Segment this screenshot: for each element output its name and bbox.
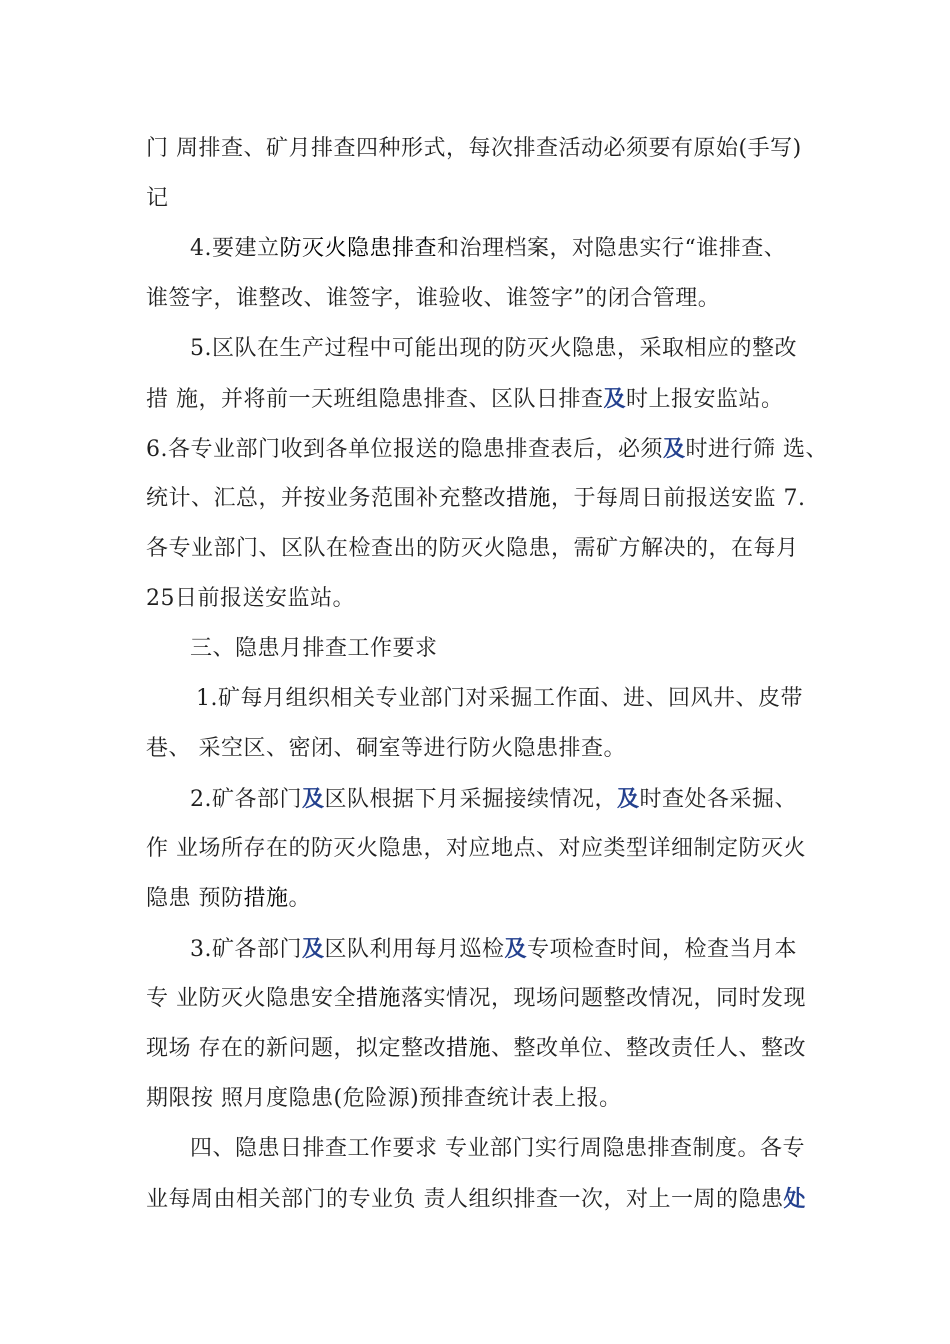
highlight-text: 及 [663, 436, 686, 462]
text-run: 、整改单位、整改责任人、整改 [491, 1036, 807, 1061]
text-run: 时查处各采掘、 [639, 787, 798, 812]
emphasis-text: 措施 [243, 886, 289, 911]
text-run: 隐患 预防 [146, 886, 244, 911]
paragraph-m2-line-1 [190, 784, 870, 815]
text-run: 时上报安监站。 [626, 387, 784, 412]
text-run: 各专业部门、区队在检查出的防灭火隐患，需矿方解决的，在每月 [146, 536, 799, 561]
text-run: 门 周排查、矿月排查四种形式，每次排查活动必须要有原始(手写) [146, 136, 802, 161]
emphasis-text: 防灭火隐患排查 [279, 236, 438, 261]
text-run: 时进行筛 选、 [685, 437, 829, 462]
text-run: 专 业防灭火隐患安全 [146, 986, 356, 1011]
text-line [146, 384, 826, 415]
text-line [146, 984, 826, 1014]
paragraph-5-line-1 [190, 334, 870, 364]
text-line [146, 834, 826, 864]
text-run: 区队根据下月采掘接续情况， [324, 787, 618, 812]
section-heading-4 [190, 1134, 870, 1164]
text-run: 谁签字，谁整改、谁签字，谁验收、谁签字”的闭合管理。 [146, 286, 721, 311]
highlight-text: 及 [302, 936, 325, 962]
text-run: 区队利用每月巡检 [324, 937, 505, 962]
highlight-text: 处 [783, 1186, 807, 1212]
text-line [146, 884, 826, 914]
text-line [146, 484, 826, 514]
highlight-text: 及 [617, 786, 640, 812]
text-line [146, 734, 826, 764]
text-run: 。 [288, 886, 312, 911]
text-run: 巷、 采空区、密闭、硐室等进行防火隐患排查。 [146, 736, 626, 761]
text-line [146, 1084, 826, 1114]
highlight-text: 及 [504, 936, 528, 962]
text-run: 25日前报送安监站。 [146, 586, 355, 611]
text-line [146, 1184, 826, 1215]
text-line [146, 284, 826, 314]
section-heading-3 [190, 634, 870, 664]
text-run: 4.要建立 [190, 236, 280, 261]
paragraph-6-line-1 [146, 434, 829, 465]
highlight-text: 及 [302, 786, 325, 812]
text-run: 2.矿各部门 [190, 787, 302, 812]
text-line [146, 134, 826, 164]
text-run: 记 [146, 186, 169, 211]
text-run: 期限按 照月度隐患(危险源)预排查统计表上报。 [146, 1086, 622, 1111]
text-run: 和治理档案，对隐患实行“谁排查、 [437, 236, 787, 261]
paragraph-4-line-1 [190, 234, 870, 264]
emphasis-text: 措施 [356, 986, 402, 1011]
paragraph-m3-line-1 [190, 934, 870, 965]
heading-text: 三、隐患月排查工作要求 [190, 636, 438, 661]
text-run: 统计、汇总，并按业务范围补充整改 [146, 486, 507, 511]
text-run: 业每周由相关部门的专业负 责人组织排查一次，对上一周的隐患 [146, 1187, 784, 1212]
text-run: 现场 存在的新问题，拟定整改 [146, 1036, 446, 1061]
text-run: 措 施，并将前一天班组隐患排查、区队日排查 [146, 387, 604, 412]
text-line [146, 184, 826, 214]
text-run: ，于每周日前报送安监 7. [551, 486, 806, 511]
text-line [146, 534, 826, 564]
text-run: 作 业场所存在的防灭火隐患，对应地点、对应类型详细制定防灭火 [146, 836, 806, 861]
text-run: 专项检查时间，检查当月本 [527, 937, 798, 962]
highlight-text: 及 [603, 386, 627, 412]
text-line [146, 584, 826, 614]
emphasis-text: 措施 [506, 486, 552, 511]
emphasis-text: 措施 [446, 1036, 492, 1061]
text-run: 5.区队在生产过程中可能出现的防灭火隐患，采取相应的整改 [190, 336, 797, 361]
paragraph-m1-line-1 [196, 684, 876, 714]
text-line [146, 1034, 826, 1064]
heading-text: 四、隐患日排查工作要求 专业部门实行周隐患排查制度。各专 [190, 1136, 805, 1161]
text-run: 6.各专业部门收到各单位报送的隐患排查表后，必须 [146, 437, 663, 462]
text-run: 1.矿每月组织相关专业部门对采掘工作面、进、回风井、皮带 [196, 686, 803, 711]
text-run: 3.矿各部门 [190, 937, 302, 962]
text-run: 落实情况，现场问题整改情况，同时发现 [401, 986, 807, 1011]
